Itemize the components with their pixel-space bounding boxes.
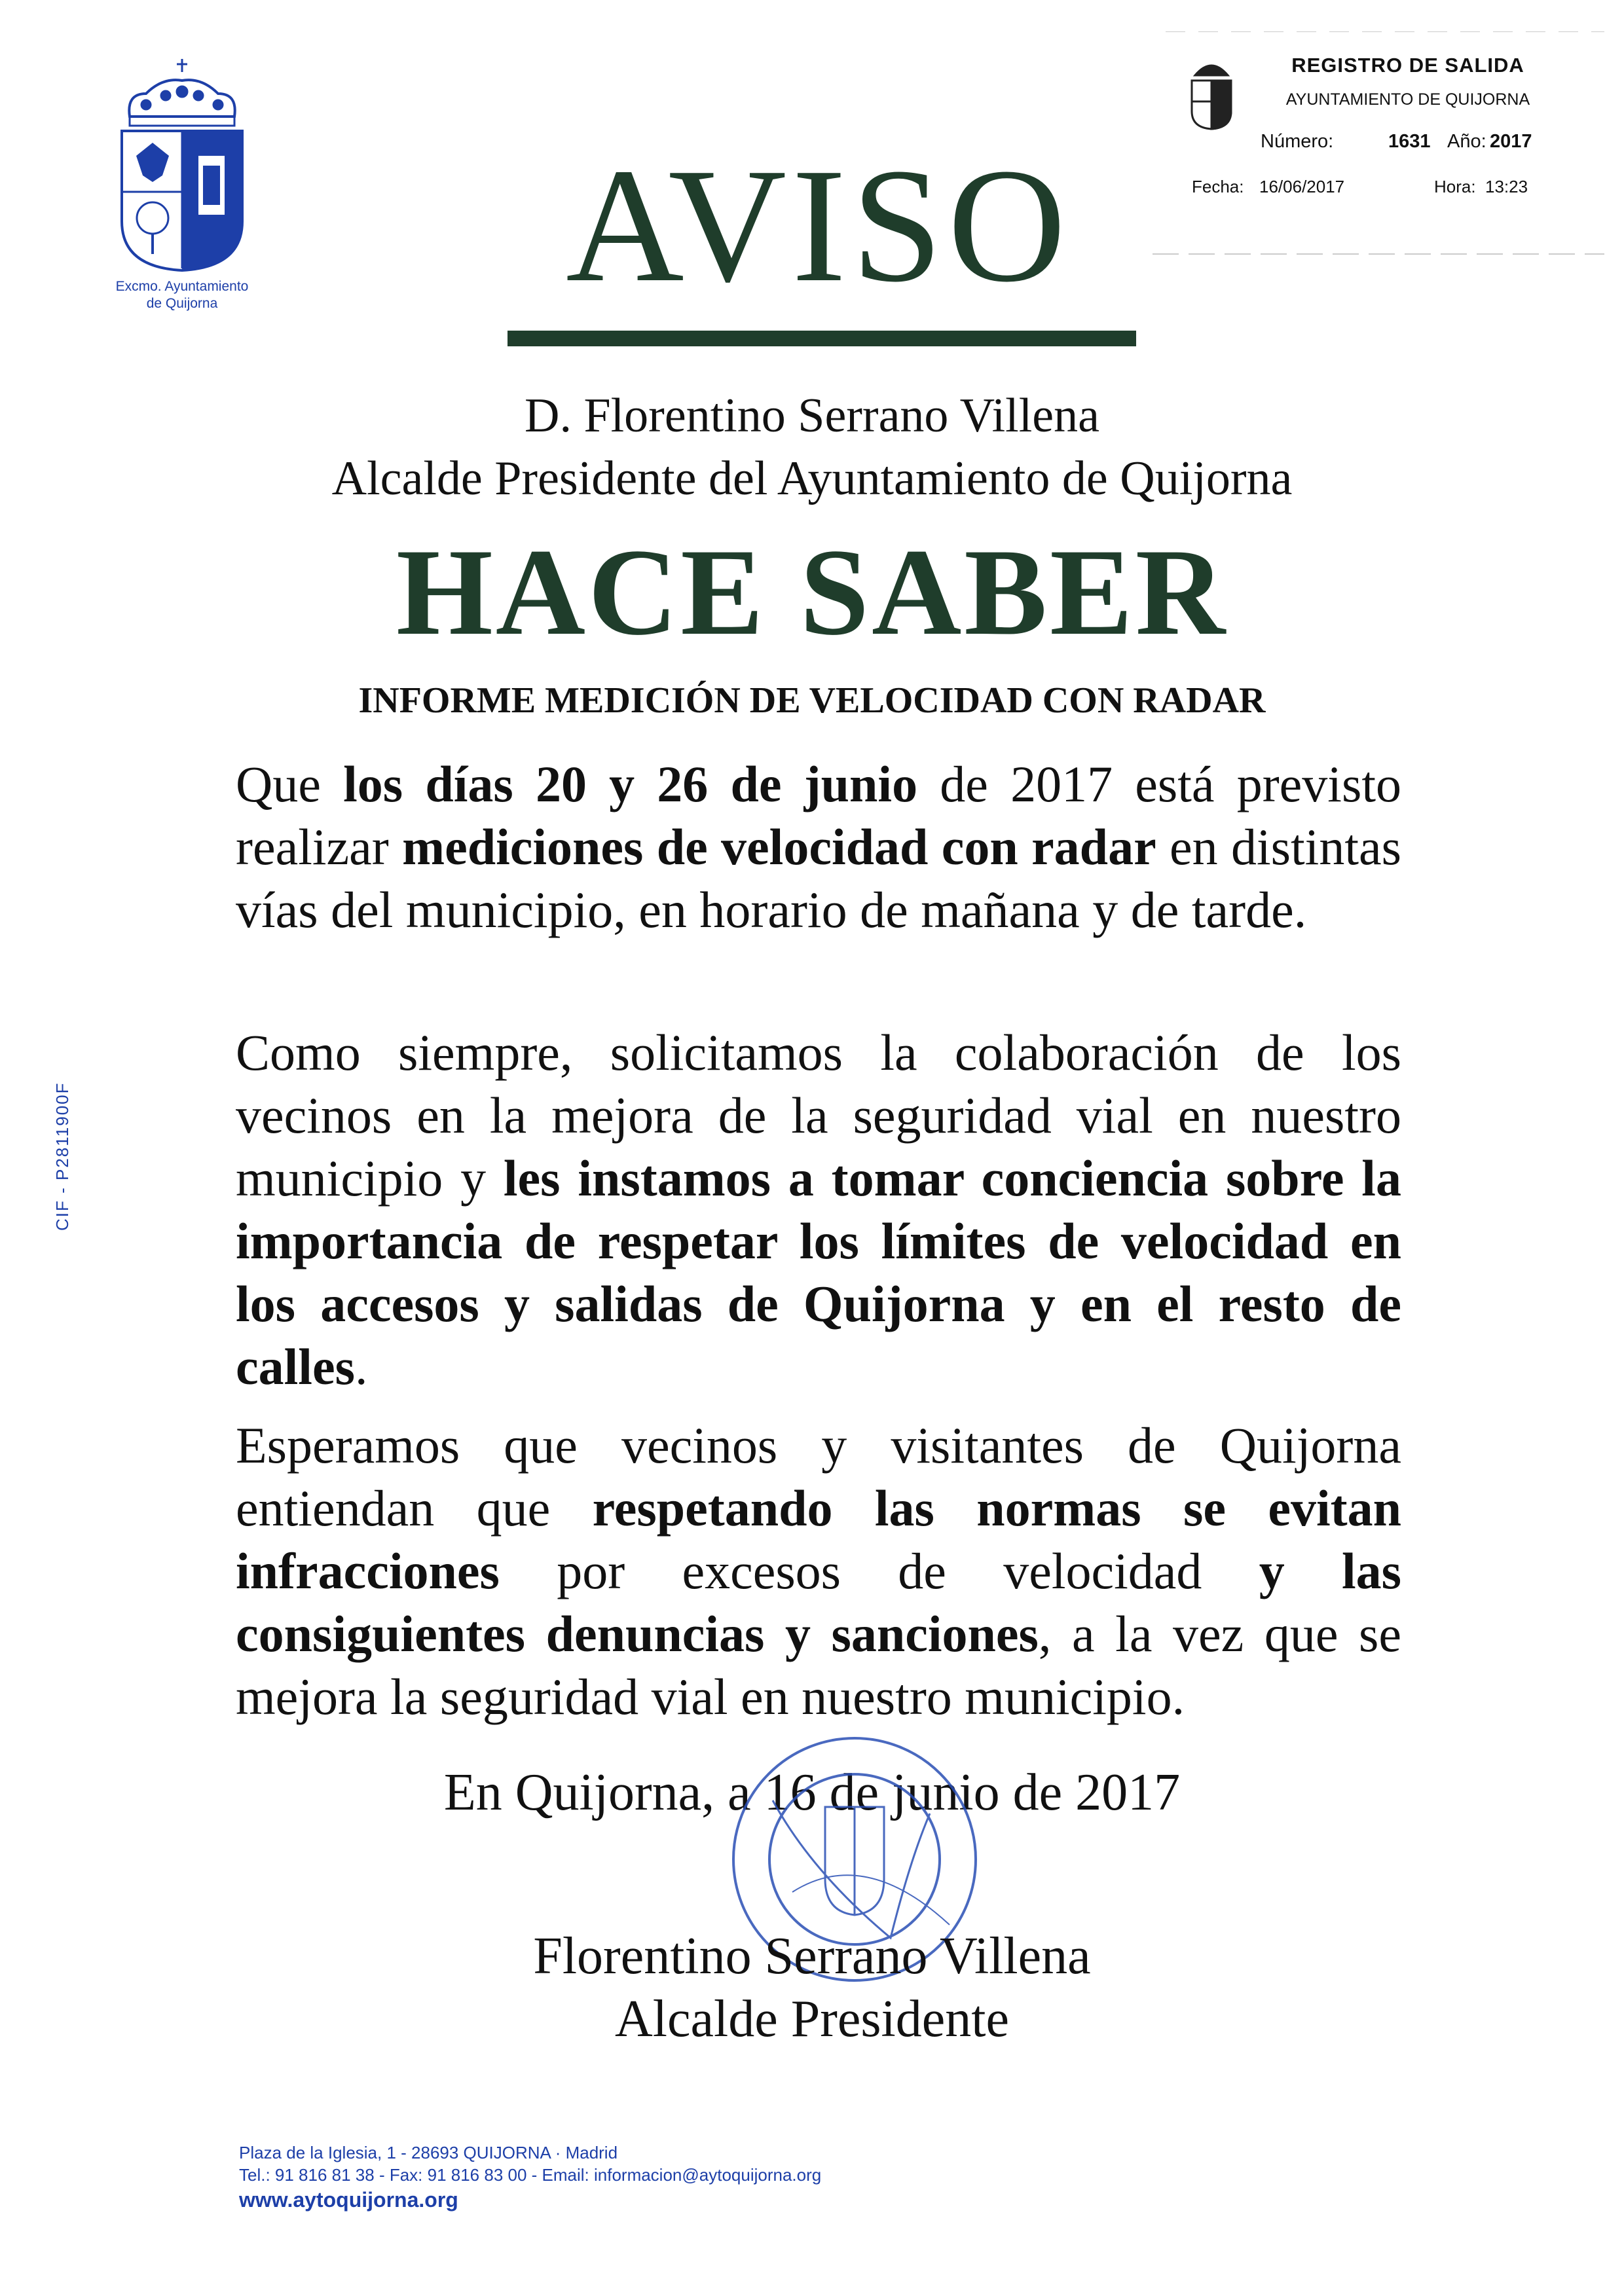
registro-shield-icon	[1189, 56, 1234, 131]
p2-bold-awareness: les instamos a tomar conciencia sobre la importancia de respetar los límites de velocidad en los accesos y salidas de Quijorna y en el resto de calles	[236, 1150, 1401, 1395]
p1-bold-dates: los días 20 y 26 de junio	[343, 756, 918, 812]
p1-text-3: en distintas vías del municipio, en horario de mañana y de tarde.	[236, 818, 1401, 938]
signer-title: Alcalde Presidente	[615, 1990, 1009, 2048]
footer-address: Plaza de la Iglesia, 1 - 28693 QUIJORNA · Madrid	[239, 2143, 618, 2162]
registro-numero-label: Número:	[1261, 131, 1334, 152]
cif-vertical-label: CIF - P2811900F	[52, 1082, 72, 1231]
p3-text-3: , a la vez que se mejora la seguridad vial en nuestro municipio.	[236, 1605, 1401, 1725]
signer-name: Florentino Serrano Villena	[533, 1927, 1091, 1985]
notice-subtitle: INFORME MEDICIÓN DE VELOCIDAD CON RADAR	[358, 680, 1266, 721]
page-title: AVISO	[566, 135, 1071, 316]
mayor-name: D. Florentino Serrano Villena	[525, 389, 1099, 443]
footer-contact: Tel.: 91 816 81 38 - Fax: 91 816 83 00 - Email: informacion@aytoquijorna.org	[239, 2165, 822, 2185]
paragraph-collaboration	[236, 1021, 1401, 1398]
crest-caption-line1: Excmo. Ayuntamiento	[115, 279, 249, 294]
p1-bold-radar: mediciones de velocidad con radar	[402, 818, 1156, 875]
p3-text-2: por excesos de velocidad	[499, 1542, 1259, 1599]
registro-ano-value: 2017	[1490, 131, 1532, 152]
municipal-crest-logo	[117, 58, 248, 274]
registro-fecha-value: 16/06/2017	[1259, 177, 1345, 196]
registro-ano-label: Año:	[1447, 131, 1486, 152]
paragraph-dates	[236, 753, 1401, 941]
p1-text-2: de 2017 está previsto realizar	[236, 756, 1401, 875]
crest-caption	[110, 278, 254, 312]
mayor-title: Alcalde Presidente del Ayuntamiento de Quijorna	[331, 452, 1293, 505]
registro-numero-value: 1631	[1388, 131, 1431, 152]
p2-text-2: .	[354, 1338, 368, 1395]
p3-bold-sanctions: y las consiguientes denuncias y sanciones	[236, 1542, 1401, 1662]
title-underline-divider	[507, 331, 1136, 346]
registro-hora-label: Hora:	[1434, 177, 1476, 196]
p1-text-1: Que	[236, 756, 344, 812]
announcement-heading: HACE SABER	[396, 524, 1228, 661]
registro-hora-value: 13:23	[1485, 177, 1528, 196]
paragraph-expectation	[236, 1414, 1401, 1728]
crest-caption-line2: de Quijorna	[146, 296, 218, 311]
p2-text-1: Como siempre, solicitamos la colaboración de los vecinos en la mejora de la seguridad vial en nuestro municipio y	[236, 1024, 1401, 1207]
footer-website-link[interactable]: www.aytoquijorna.org	[239, 2188, 458, 2212]
registro-title: REGISTRO DE SALIDA	[1291, 54, 1524, 77]
registro-fecha-label: Fecha:	[1192, 177, 1244, 196]
p3-text-1: Esperamos que vecinos y visitantes de Quijorna entiendan que	[236, 1417, 1401, 1537]
p3-bold-norms: respetando las normas se evitan infracciones	[236, 1480, 1401, 1599]
registro-ayuntamiento: AYUNTAMIENTO DE QUIJORNA	[1285, 90, 1530, 109]
place-and-date: En Quijorna, a 16 de junio de 2017	[443, 1764, 1181, 1821]
